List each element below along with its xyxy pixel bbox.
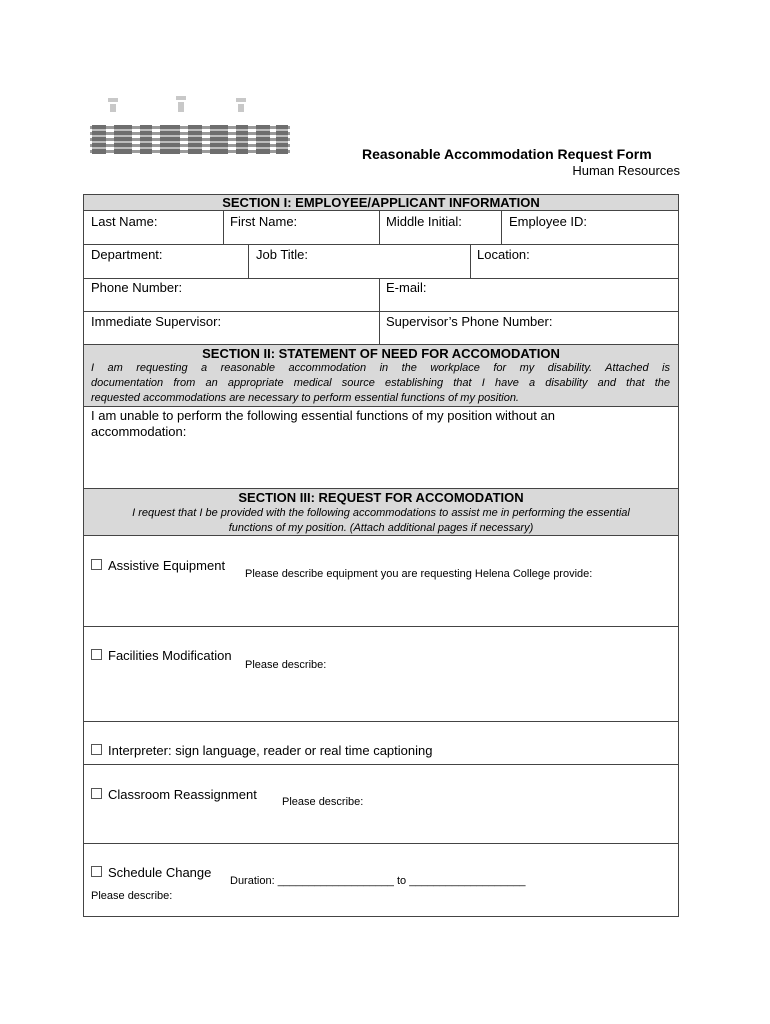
section3-heading: SECTION III: REQUEST FOR ACCOMODATION [238, 490, 524, 505]
section3-instructions-line1: I request that I be provided with the following accommodations to assist me in performing the essential [132, 507, 630, 519]
schedule-duration-field[interactable]: Duration: ___________________ to ___________________ [230, 875, 526, 887]
last-name-field[interactable]: Last Name: [91, 214, 158, 229]
employee-id-field[interactable]: Employee ID: [509, 214, 588, 229]
assistive-equipment-checkbox[interactable] [91, 558, 225, 573]
interpreter-checkbox[interactable] [91, 743, 432, 758]
schedule-change-checkbox[interactable] [91, 865, 211, 880]
facilities-modification-checkbox[interactable] [91, 648, 232, 663]
section2-statement-line1: I am requesting a reasonable accommodation in the workplace for my disability. Attached is [91, 362, 670, 374]
section1-heading: SECTION I: EMPLOYEE/APPLICANT INFORMATION [222, 195, 540, 210]
form-subtitle: Human Resources [572, 163, 680, 178]
checkbox-icon[interactable] [91, 744, 102, 755]
phone-field[interactable]: Phone Number: [91, 280, 183, 295]
middle-initial-field[interactable]: Middle Initial: [386, 214, 462, 229]
form-title: Reasonable Accommodation Request Form [362, 146, 652, 162]
checkbox-icon[interactable] [91, 559, 102, 570]
assistive-equipment-description[interactable]: Please describe equipment you are requesting Helena College provide: [245, 568, 593, 580]
department-field[interactable]: Department: [91, 247, 163, 262]
section2-heading: SECTION II: STATEMENT OF NEED FOR ACCOMODATION [202, 346, 560, 361]
first-name-field[interactable]: First Name: [230, 214, 298, 229]
facilities-modification-label: Facilities Modification [108, 648, 232, 663]
schedule-change-description[interactable]: Please describe: [91, 890, 173, 902]
checkbox-icon[interactable] [91, 649, 102, 660]
checkbox-icon[interactable] [91, 866, 102, 877]
assistive-equipment-label: Assistive Equipment [108, 558, 226, 573]
classroom-reassignment-description[interactable]: Please describe: [282, 796, 364, 808]
section3-instructions-line2: functions of my position. (Attach additional pages if necessary) [228, 522, 534, 534]
accommodation-form [83, 194, 679, 917]
job-title-field[interactable]: Job Title: [256, 247, 309, 262]
classroom-reassignment-label: Classroom Reassignment [108, 787, 257, 802]
facilities-modification-description[interactable]: Please describe: [245, 659, 327, 671]
location-field[interactable]: Location: [477, 247, 530, 262]
college-logo [88, 96, 294, 160]
section2-statement-line3: requested accommodations are necessary to perform essential functions of my position. [91, 392, 519, 404]
supervisor-field[interactable]: Immediate Supervisor: [91, 314, 222, 329]
checkbox-icon[interactable] [91, 788, 102, 799]
supervisor-phone-field[interactable]: Supervisor’s Phone Number: [386, 314, 553, 329]
classroom-reassignment-checkbox[interactable] [91, 787, 257, 802]
email-field[interactable]: E-mail: [386, 280, 427, 295]
section2-statement-line2: documentation from an appropriate medical source establishing that I have a disability and that the [91, 377, 670, 389]
schedule-change-label: Schedule Change [108, 865, 212, 880]
interpreter-label: Interpreter: sign language, reader or real time captioning [108, 743, 433, 758]
essential-functions-field[interactable]: I am unable to perform the following essential functions of my position without an accommodation: [91, 408, 555, 439]
